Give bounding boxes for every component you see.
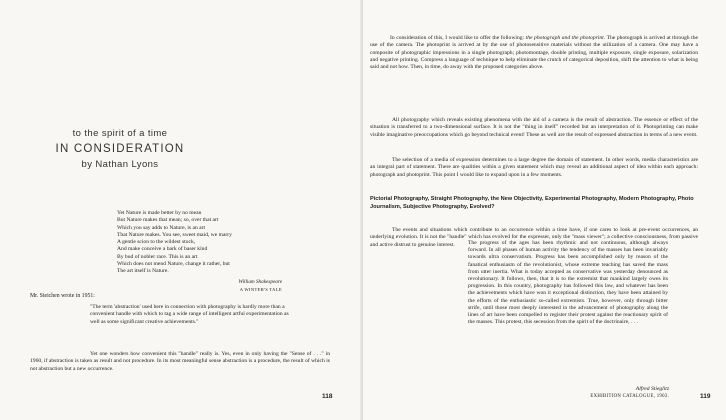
- page-number-left: 118: [322, 393, 333, 400]
- steichen-quote: "The term 'abstraction' used here in connection with photography is hardly more than a convenient handle with which to tag a wide range of intelligent artful experimentation as well as some significant creative achievements.": [90, 304, 289, 325]
- paragraph-abstraction: All photography which reveals existing phenomena with the aid of a camera is the result of abstraction. The essence or effect of the situation is transferred to a two-dimensional surface. It is not the "thing in itself" recorded but an interpretation of it. Photoprinting can make visible imaginative preoccupations which go beyond technical event! These as well are the result of expressed abstraction in terms of a new event.: [370, 117, 698, 138]
- right-page: [363, 0, 726, 420]
- poem-line: But Nature makes that mean; so, over that art: [117, 217, 219, 224]
- poem-line: By bud of nobler race. This is an art: [117, 253, 198, 260]
- essay-title: [30, 128, 210, 170]
- stieglitz-quote: The progress of the ages has been rhythmic and not continuous, although always forward. In all phases of human activity the tendency of the masses has been invariably towards ultra conservatism. Progress has been accomplished only by reason of the fanatical enthusiasm of the revolutionist, whose extreme teaching has saved the mass from utter inertia. What is today accepted as conservative was yesterday denounced as revolutionary. It follows, then, that it is to the extremist that mankind largely owes its progression. In this country, photography has followed this law, and whatever has been the achievements which have won it exceptional distinction, they have been attained by the efforts of the enthusiastic so-called extremists. True, however, only through bitter strife, until those most deeply interested in the advancement of photography along the lines of art have been compelled to register their protest against the reactionary spirit of the masses. This protest, this secession from the spirit of the doctrinaire, . . .: [468, 240, 668, 326]
- poem-line: Yet Nature is made better by no mean: [117, 210, 202, 216]
- paragraph-media: The selection of a media of expression determines to a large degree the domain of statement. In other words, media characteristics are an integral part of statement. There are qualities within a given statement which may reveal an additional aspect of idea within each approach: photograph and photoprint. This point I would like to expand upon in a few moments.: [370, 157, 698, 178]
- title-byline: by Nathan Lyons: [81, 159, 159, 170]
- poem-line: The art itself is Nature.: [117, 268, 169, 275]
- poem-line: And make conceive a bark of baser kind: [117, 246, 208, 253]
- poem-line: That Nature makes. You see, sweet maid, we marry: [117, 231, 232, 238]
- poem-line: Which does not mend Nature, change it rather, but: [117, 261, 230, 268]
- steichen-intro: Mr. Steichen wrote in 1951:: [30, 293, 95, 299]
- stieglitz-attribution: [563, 386, 669, 399]
- paragraph-photograph-photoprint: [370, 35, 698, 71]
- left-body-paragraph: Yet one wonders how convenient this "handle" really is. Yes, even in only having the "Sense of . . ." in 1960, if abstraction is taken as result and not procedure. In its most meaningful sense abstraction is a procedure, the result of which is not abstraction but a new occurrence.: [30, 351, 330, 372]
- p1-rest: The photograph is arrived at through the use of the camera. The photoprint is arrived at by the use of photosensitive materials without the utilization of a camera. One may have a composite of photographic impressions in a single photograph; photomontage, double printing, multiple exposure, single exposure, solarization and negative printing. Compress a language of technique to help eliminate the crutch of categorical deposition, shift the attention to what is being said and not how. Then, in time, do away with the proposed categories above.: [370, 35, 698, 71]
- poem-line: Which you say adds to Nature, is an art: [117, 224, 206, 231]
- p1-italic: the photograph and the photoprint.: [525, 35, 606, 41]
- shakespeare-epigraph: [117, 210, 282, 293]
- quote-author: Alfred Stieglitz: [635, 386, 669, 392]
- page-number-right: 119: [700, 393, 711, 400]
- paragraph-evolution: The events and situations which contribute to an occurrence within a time have, if one cares to look at pre-event occurrences, an underlying evolution. It is not the "handle" which has evolved for the expresser, only the "mass viewer"; a collective consciousness, from passive and active distrust to genuine interest.: [370, 227, 698, 248]
- section-heading: Pictorial Photography, Straight Photography, the New Objectivity, Experimental Photography, Modern Photography, Photo Journalism, Subjective Photography, Evolved?: [370, 196, 694, 210]
- title-dedication: to the spirit of a time: [72, 128, 168, 139]
- poem-source: A WINTER'S TALE: [239, 286, 282, 292]
- p1-lead: In consideration of this, I would like to offer the following:: [390, 35, 526, 41]
- poem-line: A gentle scion to the wildest stock,: [117, 239, 196, 246]
- poem-author: William Shakespeare: [238, 278, 282, 285]
- quote-source: EXHIBITION CATALOGUE, 1903.: [590, 394, 669, 399]
- title-main: IN CONSIDERATION: [55, 143, 185, 155]
